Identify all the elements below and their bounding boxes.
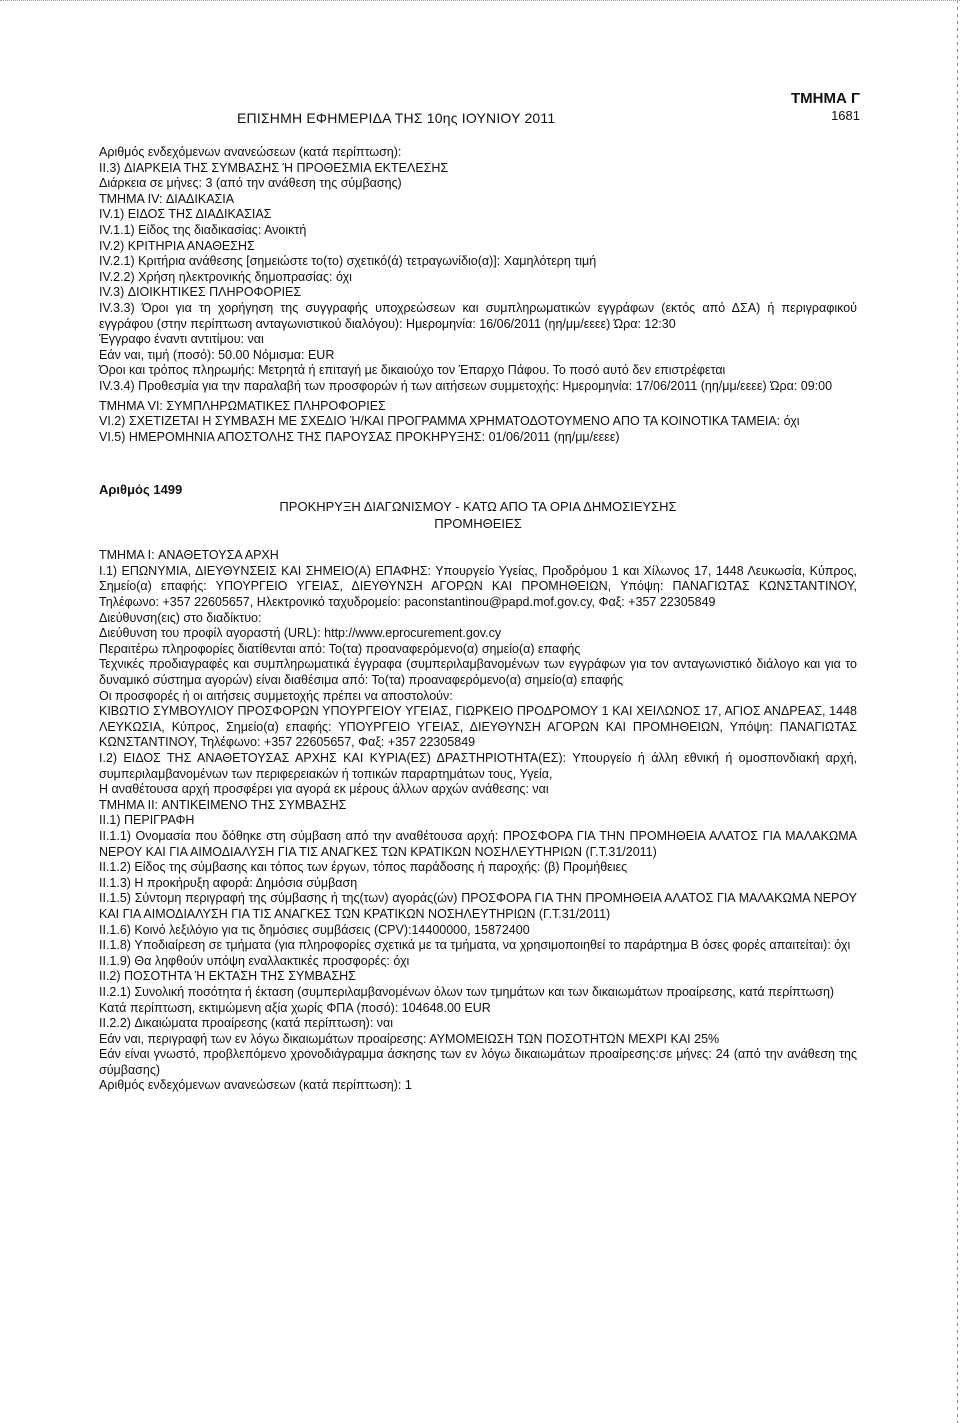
page-content [99,145,857,1094]
announcement-number: Αριθμός 1499 [99,482,183,498]
text-line: IV.3.3) Όροι για τη χορήγηση της συγγραφής υποχρεώσεων και συμπληρωματικών εγγράφων (εκτός από ΔΣΑ) ή περιγραφικού εγγράφου (στην περίπτωση ανταγωνιστικού διαλόγου): Ημερομηνία: 16/06/2011 (ηη/μμ/εεεε) Ώρα: 12:30 [99,300,857,331]
page-number: 1681 [831,108,860,123]
text-line: II.1.8) Υποδιαίρεση σε τμήματα (για πληροφορίες σχετικά με τα τμήματα, να χρησιμοποιηθεί το παράρτημα Β όσες φορές απαιτείται): όχι [99,938,851,953]
text-line: Διάρκεια σε μήνες: 3 (από την ανάθεση της σύμβασης) [99,176,402,191]
text-line: IV.2) ΚΡΙΤΗΡΙΑ ΑΝΑΘΕΣΗΣ [99,238,255,253]
text-line: II.1.6) Κοινό λεξιλόγιο για τις δημόσιες συμβάσεις (CPV):14400000, 15872400 [99,922,530,937]
announcement-body [99,548,857,1094]
text-line: II.3) ΔΙΑΡΚΕΙΑ ΤΗΣ ΣΥΜΒΑΣΗΣ Ή ΠΡΟΘΕΣΜΙΑ ΕΚΤΕΛΕΣΗΣ [99,160,449,175]
text-line: Εάν ναι, περιγραφή των εν λόγω δικαιωμάτων προαίρεσης: ΑΥΜΟΜΕΙΩΣΗ ΤΩΝ ΠΟΣΟΤΗΤΩΝ ΜΕΧΡΙ ΚΑΙ 25% [99,1031,720,1046]
text-line: Κατά περίπτωση, εκτιμώμενη αξία χωρίς ΦΠΑ (ποσό): 104648.00 EUR [99,1000,491,1015]
text-line: IV.1) ΕΙΔΟΣ ΤΗΣ ΔΙΑΔΙΚΑΣΙΑΣ [99,207,272,222]
text-line: VI.2) ΣΧΕΤΙΖΕΤΑΙ Η ΣΥΜΒΑΣΗ ΜΕ ΣΧΕΔΙΟ Ή/ΚΑΙ ΠΡΟΓΡΑΜΜΑ ΧΡΗΜΑΤΟΔΟΤΟΥΜΕΝΟ ΑΠΟ ΤΑ ΚΟΙΝΟΤΙΚΑ ΤΑΜΕΙΑ: όχι [99,414,800,429]
previous-notice-tail [99,145,857,445]
text-line: II.2) ΠΟΣΟΤΗΤΑ Ή ΕΚΤΑΣΗ ΤΗΣ ΣΥΜΒΑΣΗΣ [99,969,356,984]
text-line: II.1.3) Η προκήρυξη αφορά: Δημόσια σύμβαση [99,875,358,890]
text-line: Διεύθυνση του προφίλ αγοραστή (URL): http://www.eprocurement.gov.cy [99,626,502,641]
text-line: Περαιτέρω πληροφορίες διατίθενται από: Το(τα) προαναφερόμενο(α) σημείο(α) επαφής [99,641,581,656]
announcement-heading [99,482,857,532]
scan-right-edge [957,0,958,1423]
text-line: IV.2.2) Χρήση ηλεκτρονικής δημοπρασίας: όχι [99,269,352,284]
text-line: II.1.1) Ονομασία που δόθηκε στη σύμβαση από την αναθέτουσα αρχή: ΠΡΟΣΦΟΡΑ ΓΙΑ ΤΗΝ ΠΡΟΜΗΘΕΙΑ ΑΛΑΤΟΣ ΓΙΑ ΜΑΛΑΚΩΜΑ ΝΕΡΟΥ ΚΑΙ ΓΙΑ ΑΙΜΟΔΙΑΛΥΣΗ ΓΙΑ ΤΙΣ ΑΝΑΓΚΕΣ ΤΩΝ ΚΡΑΤΙΚΩΝ ΝΟΣΗΛΕΥΤΗΡΙΩΝ (Γ.Τ.31/2011) [99,828,857,859]
text-line: Όροι και τρόπος πληρωμής: Μετρητά ή επιταγή με δικαιούχο τον Έπαρχο Πάφου. Το ποσό αυτό δεν επιστρέφεται [99,363,726,378]
text-line: Τεχνικές προδιαγραφές και συμπληρωματικά έγγραφα (συμπεριλαμβανομένων των εγγράφων για τον ανταγωνιστικό διάλογο και για το δυναμικό σύστημα αγορών) είναι διαθέσιμα από: Το(τα) προαναφερόμενο(α) σημείο(α) επαφής [99,657,857,688]
text-line: IV.1.1) Είδος της διαδικασίας: Ανοικτή [99,222,307,237]
announcement-title-line: ΠΡΟΜΗΘΕΙΕΣ [434,516,522,532]
text-line: Έγγραφο έναντι αντιτίμου: ναι [99,332,264,347]
text-line: ΤΜΗΜΑ I: ΑΝΑΘΕΤΟΥΣΑ ΑΡΧΗ [99,548,279,563]
text-line: IV.3.4) Προθεσμία για την παραλαβή των προσφορών ή των αιτήσεων συμμετοχής: Ημερομηνία: 17/06/2011 (ηη/μμ/εεεε) Ώρα: 09:00 [99,378,833,393]
text-line: I.1) ΕΠΩΝΥΜΙΑ, ΔΙΕΥΘΥΝΣΕΙΣ ΚΑΙ ΣΗΜΕΙΟ(Α) ΕΠΑΦΗΣ: Υπουργείο Υγείας, Προδρόμου 1 και Χίλωνος 17, 1448 Λευκωσία, Κύπρος, Σημείο(α) επαφής: ΥΠΟΥΡΓΕΙΟ ΥΓΕΙΑΣ, ΔΙΕΥΘΥΝΣΗ ΑΓΟΡΩΝ ΚΑΙ ΠΡΟΜΗΘΕΙΩΝ, Υπόψη: ΠΑΝΑΓΙΩΤΑΣ ΚΩΝΣΤΑΝΤΙΝΟΥ, Τηλέφωνο: +357 22605657, Ηλεκτρονικό ταχυδρομείο: paconstantinou@papd.mof.gov.cy, Φαξ: +357 22305849 [99,563,857,610]
text-line: ΤΜΗΜΑ II: ΑΝΤΙΚΕΙΜΕΝΟ ΤΗΣ ΣΥΜΒΑΣΗΣ [99,797,347,812]
text-line: Αριθμός ενδεχόμενων ανανεώσεων (κατά περίπτωση): 1 [99,1078,412,1093]
text-line: Διεύθυνση(εις) στο διαδίκτυο: [99,610,262,625]
text-line: IV.3) ΔΙΟΙΚΗΤΙΚΕΣ ΠΛΗΡΟΦΟΡΙΕΣ [99,285,302,300]
text-line: I.2) ΕΙΔΟΣ ΤΗΣ ΑΝΑΘΕΤΟΥΣΑΣ ΑΡΧΗΣ ΚΑΙ ΚΥΡΙΑ(ΕΣ) ΔΡΑΣΤΗΡΙΟΤΗΤΑ(ΕΣ): Υπουργείο ή άλλη εθνική ή ομοσπονδιακή αρχή, συμπεριλαμβανομένων των περιφερειακών ή τοπικών παραρτημάτων τους, Υγεία, [99,751,857,781]
gazette-header-title: ΕΠΙΣΗΜΗ ΕΦΗΜΕΡΙΔΑ ΤΗΣ 10ης ΙΟΥΝΙΟΥ 2011 [237,110,556,126]
announcement-title [99,498,857,532]
text-line: II.2.2) Δικαιώματα προαίρεσης (κατά περίπτωση): ναι [99,1016,394,1031]
text-line: Εάν ναι, τιμή (ποσό): 50.00 Νόμισμα: EUR [99,347,335,362]
text-line: Αριθμός ενδεχόμενων ανανεώσεων (κατά περίπτωση): [99,145,402,159]
text-line: II.1.2) Είδος της σύμβασης και τόπος των έργων, τόπος παράδοσης ή παροχής: (β) Προμήθειες [99,860,628,875]
text-line: II.2.1) Συνολική ποσότητα ή έκταση (συμπεριλαμβανομένων όλων των τμημάτων και των δικαιωμάτων προαίρεσης, κατά περίπτωση) [99,984,835,999]
scan-top-edge [0,0,960,4]
section-label: ΤΜΗΜΑ Γ [790,90,860,107]
text-line: ΚΙΒΩΤΙΟ ΣΥΜΒΟΥΛΙΟΥ ΠΡΟΣΦΟΡΩΝ ΥΠΟΥΡΓΕΙΟΥ ΥΓΕΙΑΣ, ΓΙΩΡΚΕΙΟ ΠΡΟΔΡΟΜΟΥ 1 ΚΑΙ ΧΕΙΛΩΝΟΣ 17, ΑΓΙΟΣ ΑΝΔΡΕΑΣ, 1448 ΛΕΥΚΩΣΙΑ, Κύπρος, Σημείο(α) επαφής: ΥΠΟΥΡΓΕΙΟ ΥΓΕΙΑΣ, ΔΙΕΥΘΥΝΣΗ ΑΓΟΡΩΝ ΚΑΙ ΠΡΟΜΗΘΕΙΩΝ, Υπόψη: ΠΑΝΑΓΙΩΤΑΣ ΚΩΝΣΤΑΝΤΙΝΟΥ, Τηλέφωνο: +357 22605657, Φαξ: +357 22305849 [99,704,857,750]
text-line: Οι προσφορές ή οι αιτήσεις συμμετοχής πρέπει να αποστολούν: [99,688,453,703]
text-line: II.1.5) Σύντομη περιγραφή της σύμβασης ή της(των) αγοράς(ών) ΠΡΟΣΦΟΡΑ ΓΙΑ ΤΗΝ ΠΡΟΜΗΘΕΙΑ ΑΛΑΤΟΣ ΓΙΑ ΜΑΛΑΚΩΜΑ ΝΕΡΟΥ ΚΑΙ ΓΙΑ ΑΙΜΟΔΙΑΛΥΣΗ ΓΙΑ ΤΙΣ ΑΝΑΓΚΕΣ ΤΩΝ ΚΡΑΤΙΚΩΝ ΝΟΣΗΛΕΥΤΗΡΙΩΝ (Γ.Τ.31/2011) [99,891,857,921]
text-line: Εάν είναι γνωστό, προβλεπόμενο χρονοδιάγραμμα άσκησης των εν λόγω δικαιωμάτων προαίρεσης:σε μήνες: 24 (από την ανάθεση της σύμβασης) [99,1047,857,1077]
text-line: IV.2.1) Κριτήρια ανάθεσης [σημειώστε το(το) σχετικό(ά) τετραγωνίδιο(α)]: Χαμηλότερη τιμή [99,254,597,269]
announcement-title-line: ΠΡΟΚΗΡΥΞΗ ΔΙΑΓΩΝΙΣΜΟΥ - ΚΑΤΩ ΑΠΟ ΤΑ ΟΡΙΑ ΔΗΜΟΣΙΕΥΣΗΣ [279,499,677,515]
text-line: ΤΜΗΜΑ IV: ΔΙΑΔΙΚΑΣΙΑ [99,191,235,206]
text-line: Η αναθέτουσα αρχή προσφέρει για αγορά εκ μέρους άλλων αρχών ανάθεσης: ναι [99,782,549,797]
text-line: II.1.9) Θα ληφθούν υπόψη εναλλακτικές προσφορές: όχι [99,953,410,968]
text-line: II.1) ΠΕΡΙΓΡΑΦΗ [99,813,195,828]
text-line: VI.5) ΗΜΕΡΟΜΗΝΙΑ ΑΠΟΣΤΟΛΗΣ ΤΗΣ ΠΑΡΟΥΣΑΣ ΠΡΟΚΗΡΥΞΗΣ: 01/06/2011 (ηη/μμ/εεεε) [99,429,620,444]
text-line: ΤΜΗΜΑ VI: ΣΥΜΠΛΗΡΩΜΑΤΙΚΕΣ ΠΛΗΡΟΦΟΡΙΕΣ [99,398,386,413]
gazette-header-right [791,90,860,123]
